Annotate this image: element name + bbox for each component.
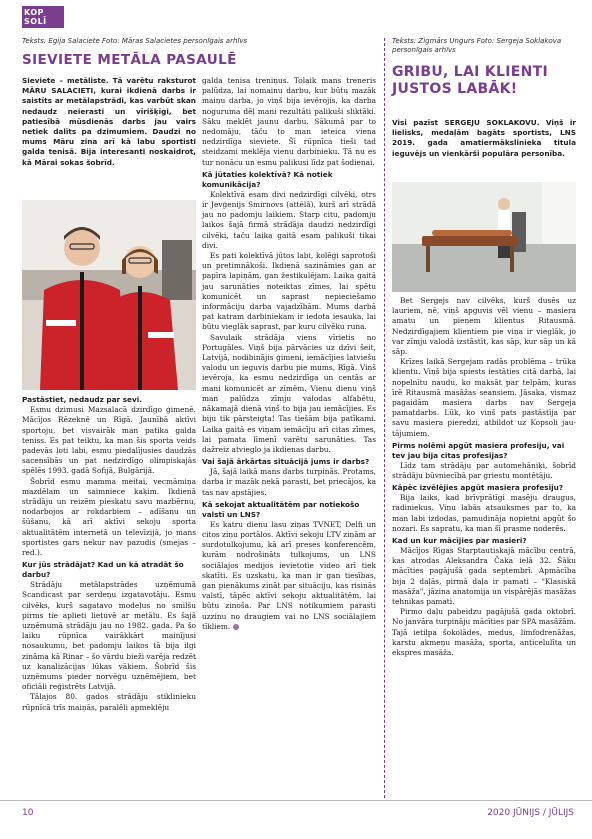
left-article-body	[22, 395, 196, 713]
left-article-body-continued	[202, 76, 376, 632]
column-divider	[384, 38, 385, 798]
body-paragraph: Strādāju metālapstrādes uzņēmumā Scandicast par serdeņu izgatavotāju. Esmu cilvēks, kurš sagatavo modeļus no smilšu pirms tie aplieti lietuvē ar metālu. Es šajā uzņēmumā strādāju jau no 1982. gada. Pa šo laiku rūpnīca vairākkārt mainījusi nosaukumu, bet padomju laikos tā bija ilgi zināma kā Rinar – šo vārdu bieži varēja redzēt uz kanalizācijas lūkas vākiem. Šobrīd šis uzņēmums pieder norvēģu uzņēmējiem, bet oficiāli reģistrēts Latvijā.	[22, 580, 196, 692]
issue-date: 2020 JŪNIJS / JŪLIJS	[487, 808, 574, 818]
body-paragraph	[202, 520, 376, 632]
body-paragraph: Esmu dzimusi Mazsalacā dzirdīgo ģimenē. Mācījos Rēzeknē un Rīgā. Jaunībā aktīvi sportoju, bet visvairāk man patika galda teniss. Es pat teiktu, ka man šis sporta veids padevās ļoti labi, esmu piedalījusies daudzās sacensībās un pat nedzirdīgo olimpiskajās spēlēs 1993. gadā Sofijā, Bulgārijā.	[22, 405, 196, 476]
logo-text-2: SOLĪ	[24, 17, 47, 26]
lead-paragraph: Sieviete – metāliste. Tā varētu raksturot MĀRU SALACIETI, kurai ikdienā darbs ir saistīts ar metālapstrādi, kas varbūt skan nedaudz neierasti un vīrišķīgi, bet patiesībā mūsdienās darbs jau vairs netiek dalīts pa dzimumiem. Daudzi no mums Māru zina arī kā labu sportisti galda tenisā. Bija interesanti noskaidrot, kā Mārai sokas šobrīd.	[22, 76, 196, 167]
right-article-lead	[392, 118, 576, 159]
body-paragraph: Krīzes laikā Sergejam radās problēma – trūka klientu. Viņš bija spiests iestāties citā darbā, lai nopelnītu naudu, ko maksāt par telpām, kuras īrē Ritausmā masāžas seansiem. Jāsaka, vismaz pagaidām masiera darbs nav Sergeja pamatdarbs. Lūk, ko viņš pats pastāstīja par savu masiera pieredzi, atbildot uz Kopsoli jautājumiem.	[392, 357, 576, 438]
portrait-photo	[22, 200, 196, 390]
body-paragraph: Mācījos Rīgas Starptautiskajā mācību centrā, kas atrodas Aleksandra Čaka ielā 32. Šāku mācīties pagājušā gada septembrī. Apmācība bija 2 daļās, pirmā daļa ir pamati – "Klasiskā masāža", jāzina anatomija un vispārējās masāžas tehnikas pamati.	[392, 546, 576, 607]
page-number: 10	[22, 808, 34, 818]
body-paragraph: Bet Sergejs nav cilvēks, kurš dusēs uz lauriem, nē, viņš apguvis vēl vienu – masiera amatu un pieņem klientus Ritausmā. Nedzirdīgajiem klientiem pie viņa ir vieglāk, jo var zīmju valodā izstāstīt, kas sāp, kur sāp un kā sāp.	[392, 296, 576, 357]
right-article-credits: Teksts: Zigmārs Ungurs Foto: Sergeja Soklakova personīgais arhīvs	[392, 37, 562, 54]
body-paragraph: Es pati kolektīvā jūtos labi, kolēģi saprotoši un pretimnākoši. Ikdienā sazināmies gan ar papīra lapiņām, gan žestikulējam. Laika gaitā jau sarunāties noteiktas zīmes, lai spētu komunicēt un saprast nepieciešamo informāciju darba vajadzībām. Mums darbā pat katram darbiniekam ir iedota iesauka, lai būtu vieglāk saprast, par kuru cilvēku runa.	[202, 251, 376, 332]
body-paragraph: Bija laiks, kad brīvprātīgi masēju draugus, radiniekus. Viņu labās atsauksmes par to, ka man labi izdodas, pamudināja nopietni apgūt šo nozari. Es sapratu, ka man šī prasme noderēs.	[392, 493, 576, 533]
lead-paragraph: Visi pazīst SERGEJU SOKLAKOVU. Viņš ir lielisks, medaļām bagāts sportists, LNS 2019. gada amatiermākslinieka titula ieguvējs un vienkārši populāra personība.	[392, 118, 576, 158]
question-heading: Vai šajā ārkārtas situācijā jums ir darbs?	[202, 457, 370, 467]
body-paragraph: Līdz tam strādāju par automehāniķi, šobrīd strādāju būvniecībā par griestu montētāju.	[392, 460, 576, 481]
right-article-body	[392, 296, 576, 658]
body-paragraph: galda tenisa treniņus. Tolaik mans treneris palūdza, lai nomainu darbu, kur būtu mazāk maiņu darba, jo viņš bija ievērojis, ka darba noguruma dēļ mani rezultāti palikuši sliktāki. Sāku meklēt jaunu darbu. Sākumā par to nedomāju, tāču to man ieteica viena nedzirdīga sieviete. Šī rūpnīca tieši tad steidzami meklēja vienu darbinieku. Tā nu es tur nonācu un esmu palikusi līdz pat šodienai.	[202, 76, 376, 167]
logo-text-1: KOP	[24, 8, 45, 17]
body-text: Es katru dienu lasu ziņas TVNET, Delfi un citos ziņu portālos. Aktīvi sekoju LTV ziņām ar surdotulkojumu, kā arī preses konferencēm, kurām nodrošināts tulkojums, un LNS sociālajos medijos ievietotie video arī tiek skatīti. Es uzskatu, ka man ir gan tiesības, gan pienākums zināt par situāciju, kas risinās valstī, tāpēc aktīvi sekoju aktualitātēm, lai būtu zinošа. Par LNS notikumiem parasti uzzinu no draugiem vai no LNS sociālajiem tīkliem.	[202, 519, 376, 631]
question-heading: Kā jūtaties kolektīvā? Kā notiek komunikācija?	[202, 169, 333, 189]
portrait-illustration	[22, 200, 196, 390]
body-paragraph: Kolektīvā esam divi nedzirdīgi cilvēki, otrs ir Jevģenijs Smirnovs (attēlā), kurš arī strādā jau no padomju laikiem. Starp citu, padomju laikos šajā firmā strādāja daudzi nedzirdīgi cilvēki, taču laika gaitā esam palikuši tikai divi.	[202, 189, 376, 250]
body-paragraph: Šobrīd esmu mamma meitai, vecmāmiņa mazdēlam un saimniece kaķim. Ikdienā strādāju un reizēm pieskatu savu mazbērnu, nodarbojos ar rokdarbiem – adīšanu un šūšanu, kā arī aktīvi sekoju sporta aktualitātēm internetā un televīzijā, jo mans sportistes gars nekur nav pazudis (smejas – red.).	[22, 476, 196, 558]
body-paragraph: Savulaik strādāja viens vīrietis no Portugāles. Viņš bija pārvācies uz dzīvi šeit, Latvijā, nodibinājis ģimeni, iemācījies latviešu valodu un ieguvis darbu pie mums, Rīgā. Viņš ievēroja, ka esmu nedzirdīga un centās ar mani komunicēt ar zīmēm. Vienu dienu viņš man palūdza zīmju valodas alfabētu, nākamajā dienā viņš to bija jau iemācījies. Es biju tik pārsteigta! Tas tiešām bija patīkami. Laika gaitā es viņam iemācīju arī citas zīmes, lai pamata līmenī varētu sarunāties. Tas dažreiz atvieglo ja ikdienas darbu.	[202, 332, 376, 454]
body-paragraph: Pirmo daļu pabeidzu pagājušā gada oktobrī. No janvāra turpināju mācīties par SPA masāžām. Tajā ietilpa šokolādes, medus, limfodrenāžas, karstu akmeņu masāža, sporta, anticelulīta un ekspres masāža.	[392, 607, 576, 658]
right-article-title: GRIBU, LAI KLIENTI JUSTOS LABĀK!	[392, 64, 548, 97]
end-mark-icon	[233, 624, 239, 630]
left-article-title: SIEVIETE METĀLA PASAULĒ	[22, 52, 237, 68]
question-heading: Kur jūs strādājat? Kad un kā atradāt šo darbu?	[22, 560, 184, 580]
question-heading: Kā sekojat aktualitātēm par notiekošo valstī un LNS?	[202, 499, 360, 519]
body-paragraph: Jā, šajā laikā mans darbs turpinās. Protams, darba ir mazāk nekā parasti, bet priecājos, ka tas nav apstājies.	[202, 467, 376, 497]
massage-room-photo	[392, 182, 576, 292]
question-heading: Kāpēc izvēlējies apgūt masiera profesiju?	[392, 483, 564, 493]
massage-illustration	[392, 182, 576, 292]
question-heading: Pirms nolēmi apgūt masiera profesiju, vai tev jau bija citas profesijas?	[392, 440, 565, 460]
photo-caption: Pastāstiet, nedaudz par sevi.	[22, 395, 143, 404]
magazine-logo	[22, 6, 64, 28]
left-article-lead	[22, 76, 196, 168]
body-paragraph: Tālajos 80. gados strādāju stiklinieku rūpnīcā trīs maiņās, paralēli apmeklēju	[22, 692, 196, 712]
footer-rule	[0, 800, 592, 801]
question-heading: Kad un kur mācījies par masieri?	[392, 536, 527, 546]
left-article-credits: Teksts: Egija Salaciete Foto: Māras Salacietes personīgais arhīvs	[22, 37, 248, 45]
